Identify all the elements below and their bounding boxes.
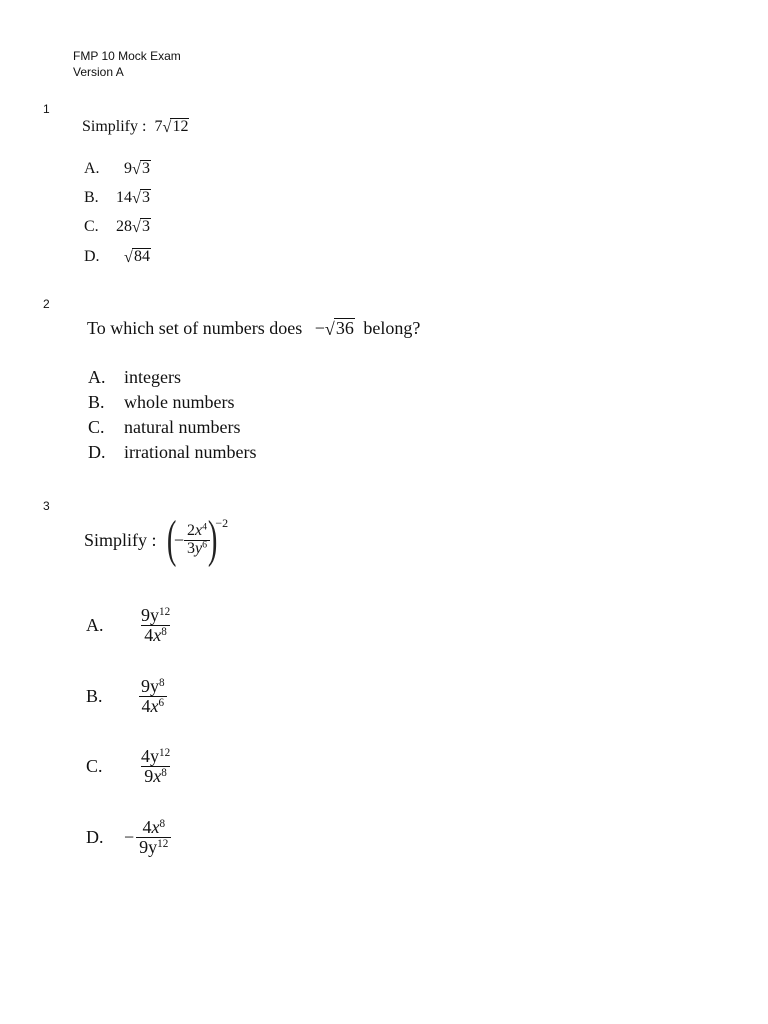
question-2-stem bbox=[87, 318, 420, 339]
question-2-prompt-after: belong? bbox=[363, 318, 421, 338]
question-2-prompt-before: To which set of numbers does bbox=[87, 318, 303, 338]
question-3-prompt: Simplify : bbox=[84, 529, 157, 550]
question-1-option-a: A. 9√3 bbox=[84, 160, 150, 179]
question-3-fraction: $\frac{2x^4}{3y^6}$ bbox=[184, 523, 210, 558]
question-1-option-b: B. 14√3 bbox=[84, 189, 150, 208]
exam-title: FMP 10 Mock Exam bbox=[73, 49, 181, 63]
question-3-stem: Simplify : ( − $\frac{2x^4}{3y^6}$ ) −2 bbox=[84, 511, 229, 568]
question-number-2: 2 bbox=[43, 297, 50, 311]
question-2-option-a: A. integers bbox=[88, 367, 181, 387]
question-2-option-c: C. natural numbers bbox=[88, 417, 241, 437]
question-2-option-b: B. whole numbers bbox=[88, 392, 235, 412]
question-1-option-c: C. 28√3 bbox=[84, 218, 150, 237]
question-number-3: 3 bbox=[43, 499, 50, 513]
exam-version: Version A bbox=[73, 65, 124, 79]
question-1-stem bbox=[82, 118, 189, 136]
question-3-option-d: D. − $\frac{4x^8}{9y^{12}}$ bbox=[86, 818, 171, 857]
question-1-expression: 7√12 bbox=[154, 118, 189, 137]
exam-header bbox=[73, 48, 181, 80]
question-2-expression: −√36 bbox=[314, 318, 354, 340]
question-1-prompt: Simplify : bbox=[82, 118, 147, 135]
question-3-option-c: C. $\frac{4y^{12}}{9x^8}$ bbox=[86, 746, 171, 786]
question-3-option-a: A. $\frac{9y^{12}}{4x^8}$ bbox=[86, 605, 171, 645]
question-3-outer-exponent: −2 bbox=[215, 516, 229, 530]
question-2-option-d: D. irrational numbers bbox=[88, 442, 257, 462]
question-3-option-b: B. $\frac{9y^8}{4x^6}$ bbox=[86, 677, 168, 716]
question-number-1: 1 bbox=[43, 102, 50, 116]
question-1-option-d: D. √84 bbox=[84, 248, 150, 267]
left-paren: ( bbox=[166, 511, 176, 568]
right-paren: ) bbox=[207, 511, 218, 568]
